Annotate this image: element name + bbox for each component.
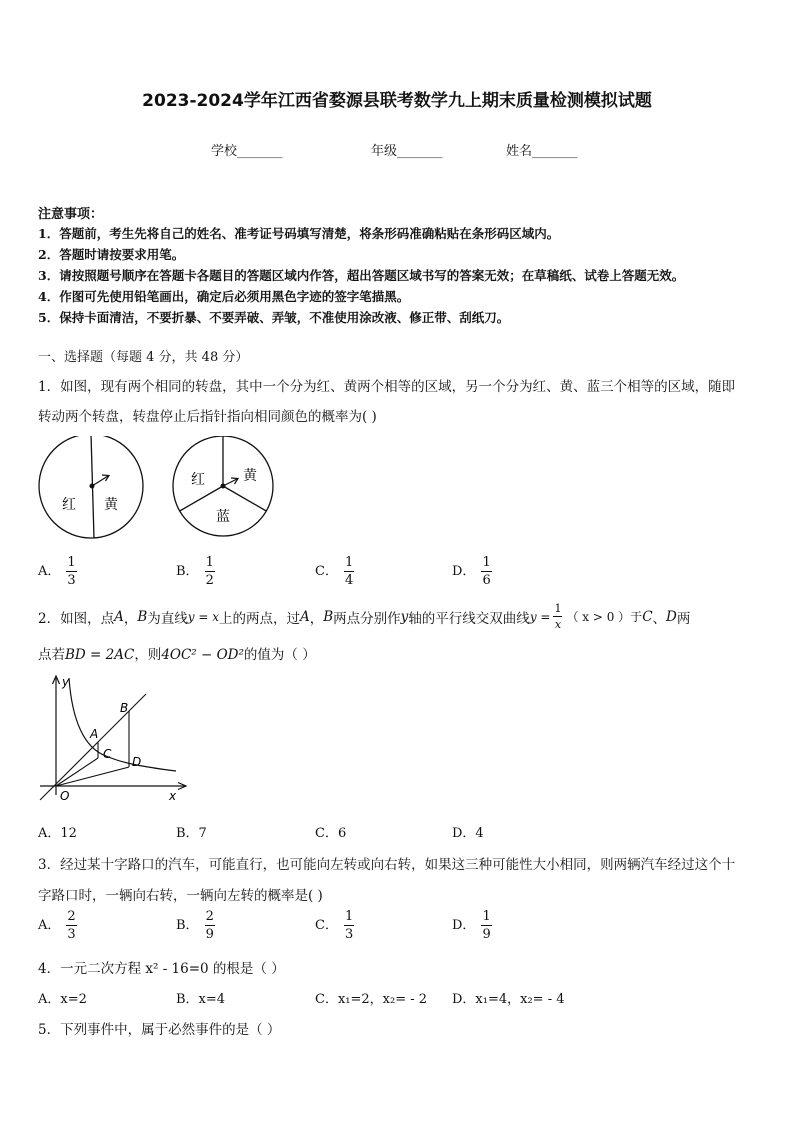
q3-option-b[interactable]: B． $\frac{2}{9}$ — [176, 909, 214, 942]
svg-text:D: D — [132, 755, 142, 769]
q2-text-line2: 点若BD = 2AC，则4OC² − OD²的值为（ ） — [38, 647, 316, 663]
school-field: 学校_______ — [211, 144, 283, 159]
notes-header: 注意事项： — [38, 207, 104, 222]
q2-option-a[interactable]: A．12 — [38, 826, 77, 841]
note-item: 1．答题前，考生先将自己的姓名、准考证号码填写清楚，将条形码准确粘贴在条形码区域内。 — [38, 226, 560, 241]
spinner-three-region — [173, 436, 273, 536]
q1-option-a[interactable]: A． $\frac{1}{3}$ — [38, 555, 76, 588]
svg-text:A: A — [90, 727, 99, 741]
q1-text-line2: 转动两个转盘，转盘停止后指针指向相同颜色的概率为( ) — [38, 409, 377, 425]
q5-text: 5．下列事件中，属于必然事件的是（ ） — [38, 1022, 281, 1038]
q1-spinners-figure — [36, 436, 276, 544]
q4-option-a[interactable]: A．x=2 — [38, 992, 87, 1007]
spinner2-label-blue: 蓝 — [216, 509, 230, 525]
note-item: 4．作图可先使用铅笔画出，确定后必须用黑色字迹的签字笔描黑。 — [38, 289, 410, 304]
svg-text:x: x — [169, 789, 177, 803]
q3-option-c[interactable]: C． $\frac{1}{3}$ — [315, 909, 354, 942]
note-item: 3．请按照题号顺序在答题卡各题目的答题区域内作答，超出答题区域书写的答案无效；在草稿纸、试卷上答题无效。 — [38, 268, 685, 283]
q1-option-d[interactable]: D． $\frac{1}{6}$ — [452, 555, 491, 588]
q4-option-c[interactable]: C．x₁=2，x₂= - 2 — [315, 992, 428, 1007]
spinner-two-region — [39, 436, 143, 538]
grade-field: 年级_______ — [371, 144, 443, 159]
q1-option-c[interactable]: C． $\frac{1}{4}$ — [315, 555, 354, 588]
q4-text: 4．一元二次方程 x² - 16=0 的根是（ ） — [38, 961, 285, 977]
svg-text:B: B — [120, 701, 129, 715]
q4-option-b[interactable]: B．x=4 — [176, 992, 226, 1007]
q2-graph-figure — [36, 670, 196, 810]
spinner1-label-red: 红 — [62, 497, 76, 513]
page-title: 2023-2024学年江西省婺源县联考数学九上期末质量检测模拟试题 — [142, 91, 652, 111]
svg-text:y: y — [62, 675, 70, 689]
q2-option-d[interactable]: D．4 — [452, 826, 484, 841]
note-item: 2．答题时请按要求用笔。 — [38, 247, 185, 262]
q1-text-line1: 1．如图，现有两个相同的转盘，其中一个分为红、黄两个相等的区域，另一个分为红、黄、蓝三个相等的区域，随即 — [38, 379, 736, 395]
spinner2-label-red: 红 — [191, 472, 205, 488]
q3-text-line2: 字路口时，一辆向右转，一辆向左转的概率是( ) — [38, 888, 323, 904]
q2-option-c[interactable]: C．6 — [315, 826, 347, 841]
q4-option-d[interactable]: D．x₁=4，x₂= - 4 — [452, 992, 565, 1007]
q3-option-d[interactable]: D． $\frac{1}{9}$ — [452, 909, 491, 942]
q1-option-b[interactable]: B． $\frac{1}{2}$ — [176, 555, 214, 588]
spinner2-label-yellow: 黄 — [243, 468, 257, 484]
svg-text:C: C — [103, 747, 112, 761]
name-field: 姓名_______ — [506, 144, 578, 159]
note-item: 5．保持卡面清洁，不要折暴、不要弄破、弄皱，不准使用涂改液、修正带、刮纸刀。 — [38, 310, 510, 325]
hyperbola-curve — [69, 678, 176, 771]
section-heading: 一、选择题（每题 4 分，共 48 分） — [38, 350, 249, 365]
q2-text-line1: 2．如图，点 A ， B 为直线 y = x 上的两点，过 A ， B 两点分别作 y 轴的平行线交双曲线 y = $\frac{1}{x}$ （ x > 0 ）于 C 、 D 两 — [38, 602, 691, 631]
q3-text-line1: 3．经过某十字路口的汽车，可能直行，也可能向左转或向右转，如果这三种可能性大小相同，则两辆汽车经过这个十 — [38, 857, 736, 873]
svg-text:O: O — [60, 789, 70, 803]
spinner1-label-yellow: 黄 — [104, 497, 118, 513]
q2-option-b[interactable]: B．7 — [176, 826, 207, 841]
q3-option-a[interactable]: A． $\frac{2}{3}$ — [38, 909, 76, 942]
